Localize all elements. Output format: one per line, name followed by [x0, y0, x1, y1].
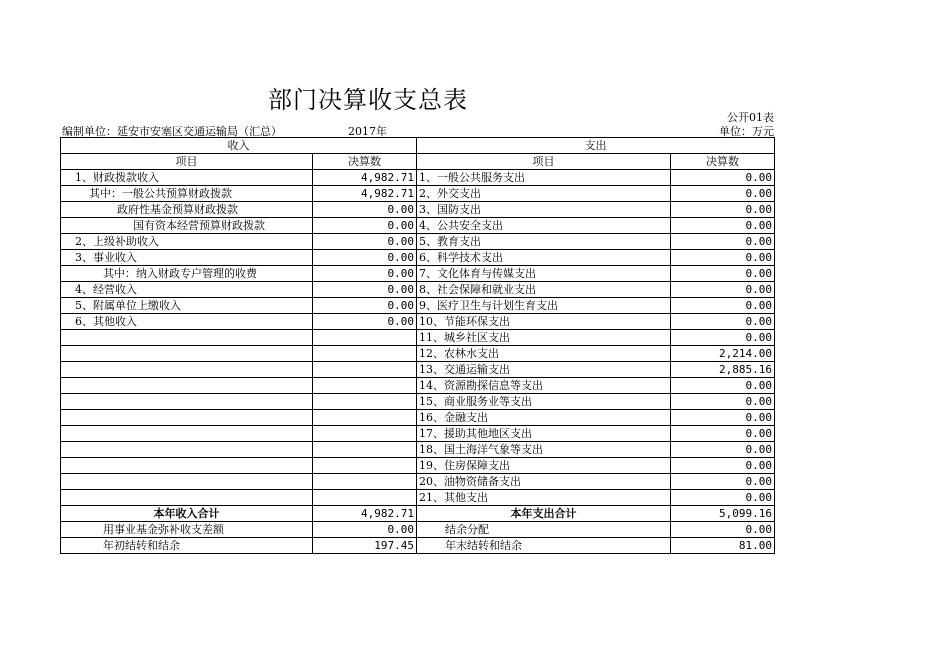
expense-amount-cell: 0.00	[671, 250, 775, 266]
expense-item-cell: 16、金融支出	[417, 410, 671, 426]
table-row	[61, 314, 775, 330]
expense-amount-cell: 0.00	[671, 490, 775, 506]
expense-item-cell: 1、一般公共服务支出	[417, 170, 671, 186]
income-amount-cell: 0.00	[313, 266, 417, 282]
income-section-header: 收入	[61, 138, 417, 154]
income-item-cell: 3、事业收入	[61, 250, 313, 266]
income-amount-cell: 0.00	[313, 282, 417, 298]
footer-right-label: 结余分配	[417, 522, 671, 538]
income-item-cell: 6、其他收入	[61, 314, 313, 330]
footer-left-value: 0.00	[313, 522, 417, 538]
table-row	[61, 394, 775, 410]
expense-item-cell: 2、外交支出	[417, 186, 671, 202]
expense-item-cell: 10、节能环保支出	[417, 314, 671, 330]
income-amount-cell	[313, 490, 417, 506]
income-item-cell: 国有资本经营预算财政拨款	[61, 218, 313, 234]
expense-item-cell: 21、其他支出	[417, 490, 671, 506]
expense-item-cell: 12、农林水支出	[417, 346, 671, 362]
income-item-cell: 政府性基金预算财政拨款	[61, 202, 313, 218]
form-code: 公开01表	[727, 111, 774, 124]
income-item-cell	[61, 346, 313, 362]
income-amount-cell: 0.00	[313, 298, 417, 314]
expense-item-cell: 14、资源勘探信息等支出	[417, 378, 671, 394]
expense-item-cell: 5、教育支出	[417, 234, 671, 250]
expense-amount-cell: 0.00	[671, 330, 775, 346]
expense-amount-cell: 0.00	[671, 202, 775, 218]
expense-total-label: 本年支出合计	[417, 506, 671, 522]
expense-item-cell: 3、国防支出	[417, 202, 671, 218]
budget-table	[60, 137, 775, 554]
table-row	[61, 442, 775, 458]
table-row	[61, 266, 775, 282]
income-amount-cell	[313, 346, 417, 362]
expense-amount-cell: 2,885.16	[671, 362, 775, 378]
income-amount-cell: 0.00	[313, 250, 417, 266]
expense-amount-cell: 0.00	[671, 218, 775, 234]
footer-row	[61, 522, 775, 538]
income-item-cell	[61, 458, 313, 474]
expense-amount-cell: 0.00	[671, 410, 775, 426]
income-amount-cell	[313, 474, 417, 490]
income-item-cell: 其中：一般公共预算财政拨款	[61, 186, 313, 202]
income-item-header: 项目	[61, 154, 313, 170]
reporting-unit: 编制单位：延安市安塞区交通运输局（汇总）	[62, 125, 282, 138]
table-row	[61, 426, 775, 442]
income-item-cell: 4、经营收入	[61, 282, 313, 298]
table-row	[61, 490, 775, 506]
report-year: 2017年	[348, 125, 387, 138]
expense-item-cell: 9、医疗卫生与计划生育支出	[417, 298, 671, 314]
table-row	[61, 202, 775, 218]
expense-item-cell: 18、国土海洋气象等支出	[417, 442, 671, 458]
income-total-value: 4,982.71	[313, 506, 417, 522]
expense-amount-cell: 0.00	[671, 458, 775, 474]
income-amount-cell	[313, 394, 417, 410]
income-item-cell	[61, 410, 313, 426]
table-row	[61, 218, 775, 234]
expense-amount-cell: 0.00	[671, 282, 775, 298]
income-amount-cell: 0.00	[313, 202, 417, 218]
table-row	[61, 458, 775, 474]
income-item-cell: 5、附属单位上缴收入	[61, 298, 313, 314]
footer-left-value: 197.45	[313, 538, 417, 554]
income-amount-cell: 0.00	[313, 314, 417, 330]
expense-amount-cell: 0.00	[671, 186, 775, 202]
table-row	[61, 474, 775, 490]
table-row	[61, 378, 775, 394]
column-header-row	[61, 154, 775, 170]
expense-amount-cell: 0.00	[671, 298, 775, 314]
expense-section-header: 支出	[417, 138, 775, 154]
income-amount-cell: 0.00	[313, 218, 417, 234]
table-row	[61, 362, 775, 378]
income-item-cell	[61, 442, 313, 458]
table-row	[61, 186, 775, 202]
table-row	[61, 250, 775, 266]
income-amount-cell: 4,982.71	[313, 186, 417, 202]
section-header-row	[61, 138, 775, 154]
footer-row	[61, 538, 775, 554]
currency-unit: 单位：万元	[719, 125, 774, 138]
expense-item-cell: 8、社会保障和就业支出	[417, 282, 671, 298]
expense-amount-cell: 0.00	[671, 314, 775, 330]
table-row	[61, 234, 775, 250]
expense-item-cell: 17、援助其他地区支出	[417, 426, 671, 442]
expense-item-cell: 11、城乡社区支出	[417, 330, 671, 346]
income-amount-cell	[313, 378, 417, 394]
table-row	[61, 346, 775, 362]
table-row	[61, 170, 775, 186]
expense-amount-cell: 0.00	[671, 234, 775, 250]
footer-right-label: 年末结转和结余	[417, 538, 671, 554]
table-row	[61, 330, 775, 346]
expense-item-cell: 19、住房保障支出	[417, 458, 671, 474]
expense-item-cell: 6、科学技术支出	[417, 250, 671, 266]
income-item-cell	[61, 474, 313, 490]
income-item-cell	[61, 362, 313, 378]
totals-row	[61, 506, 775, 522]
expense-amount-cell: 0.00	[671, 170, 775, 186]
income-amount-cell	[313, 410, 417, 426]
expense-amount-cell: 0.00	[671, 474, 775, 490]
expense-amount-cell: 0.00	[671, 378, 775, 394]
expense-amount-cell: 0.00	[671, 394, 775, 410]
footer-left-label: 用事业基金弥补收支差额	[61, 522, 313, 538]
income-amount-cell: 0.00	[313, 234, 417, 250]
income-amount-cell: 4,982.71	[313, 170, 417, 186]
expense-amount-header: 决算数	[671, 154, 775, 170]
expense-total-value: 5,099.16	[671, 506, 775, 522]
income-amount-cell	[313, 442, 417, 458]
expense-item-cell: 4、公共安全支出	[417, 218, 671, 234]
income-amount-cell	[313, 426, 417, 442]
table-row	[61, 282, 775, 298]
income-item-cell: 2、上级补助收入	[61, 234, 313, 250]
income-item-cell	[61, 426, 313, 442]
income-item-cell: 1、财政拨款收入	[61, 170, 313, 186]
expense-item-cell: 15、商业服务业等支出	[417, 394, 671, 410]
income-item-cell	[61, 490, 313, 506]
footer-left-label: 年初结转和结余	[61, 538, 313, 554]
income-item-cell	[61, 330, 313, 346]
expense-amount-cell: 0.00	[671, 266, 775, 282]
expense-item-cell: 13、交通运输支出	[417, 362, 671, 378]
footer-right-value: 81.00	[671, 538, 775, 554]
expense-item-header: 项目	[417, 154, 671, 170]
expense-item-cell: 7、文化体育与传媒支出	[417, 266, 671, 282]
expense-amount-cell: 0.00	[671, 442, 775, 458]
income-item-cell	[61, 378, 313, 394]
table-row	[61, 298, 775, 314]
income-amount-cell	[313, 362, 417, 378]
expense-item-cell: 20、油物资储备支出	[417, 474, 671, 490]
income-amount-header: 决算数	[313, 154, 417, 170]
income-item-cell: 其中：纳入财政专户管理的收费	[61, 266, 313, 282]
page-title: 部门决算收支总表	[268, 86, 468, 114]
footer-right-value: 0.00	[671, 522, 775, 538]
income-amount-cell	[313, 330, 417, 346]
income-item-cell	[61, 394, 313, 410]
income-amount-cell	[313, 458, 417, 474]
table-row	[61, 410, 775, 426]
expense-amount-cell: 0.00	[671, 426, 775, 442]
expense-amount-cell: 2,214.00	[671, 346, 775, 362]
income-total-label: 本年收入合计	[61, 506, 313, 522]
